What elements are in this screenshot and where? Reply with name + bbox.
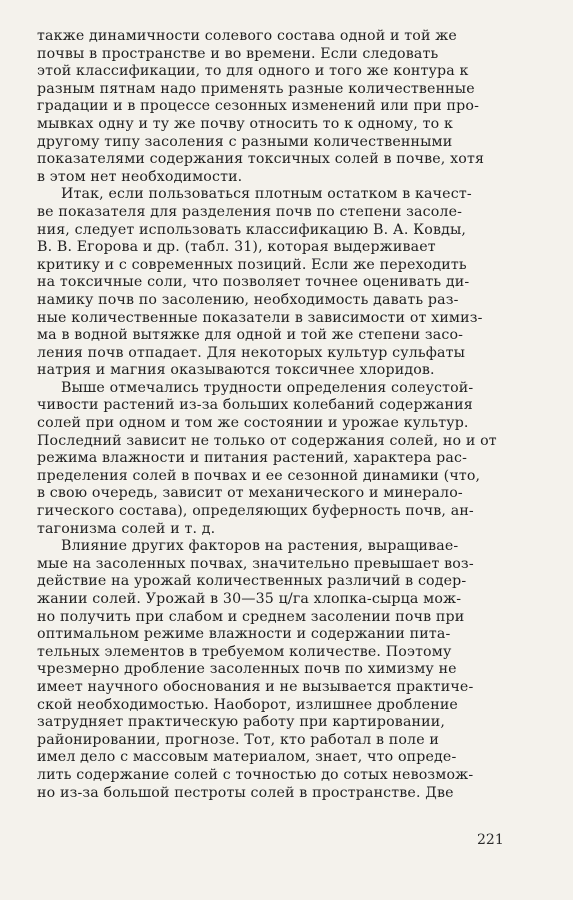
text-line: оптимальном режиме влажности и содержании пита- [37, 626, 451, 643]
text-line: в этом нет необходимости. [37, 168, 243, 185]
text-line: имел дело с массовым материалом, знает, что опреде- [37, 749, 457, 766]
text-line: другому типу засоления с разными количественными [37, 133, 453, 150]
text-line: ма в водной вытяжке для одной и той же степени засо- [37, 327, 464, 344]
text-line: лить содержание солей с точностью до сотых невозмож- [37, 766, 474, 783]
text-line: затрудняет практическую работу при картировании, [37, 714, 446, 731]
paragraph-1 [37, 28, 537, 186]
text-line: мывках одну и ту же почву относить то к одному, то к [37, 115, 453, 132]
text-line: разным пятнам надо применять разные количественные [37, 80, 475, 97]
text-line: режима влажности и питания растений, характера рас- [37, 450, 468, 467]
text-line: почвы в пространстве и во времени. Если следовать [37, 45, 439, 62]
text-line: ния, следует использовать классификацию В. А. Ковды, [37, 221, 467, 238]
text-line: критику и с современных позиций. Если же переходить [37, 256, 467, 273]
paragraph-4 [37, 538, 537, 802]
text-line: ской необходимостью. Наоборот, излишнее дробление [37, 696, 458, 713]
text-line: действие на урожай количественных различий в содер- [37, 573, 467, 590]
text-line: гического состава), определяющих буферность почв, ан- [37, 503, 474, 520]
text-line: имеет научного обоснования и не вызывается практиче- [37, 678, 474, 695]
text-line: Итак, если пользоваться плотным остатком в качест- [61, 186, 472, 203]
text-line: также динамичности солевого состава одной и той же [37, 28, 457, 44]
text-line: жании солей. Урожай в 30—35 ц/га хлопка-сырца мож- [37, 591, 462, 607]
text-line: Влияние других факторов на растения, выращивае- [61, 538, 459, 555]
text-line: В. В. Егорова и др. (табл. 31), которая выдерживает [37, 239, 436, 256]
text-line: показателями содержания токсичных солей в почве, хотя [37, 151, 485, 168]
text-line: районировании, прогнозе. Тот, кто работал в поле и [37, 731, 440, 748]
text-line: на токсичные соли, что позволяет точнее оценивать ди- [37, 274, 470, 291]
text-line: ве показателя для разделения почв по степени засоле- [37, 203, 463, 220]
text-line: мые на засоленных почвах, значительно превышает воз- [37, 555, 474, 572]
text-line: ные количественные показатели в зависимости от химиз- [37, 309, 483, 326]
page-number: 221 [477, 832, 504, 848]
text-line: намику почв по засолению, необходимость давать раз- [37, 291, 459, 308]
text-line: но из-за большой пестроты солей в пространстве. Две [37, 784, 454, 801]
paragraph-3 [37, 380, 537, 538]
text-line: пределения солей в почвах и ее сезонной динамики (что, [37, 467, 481, 484]
text-line: солей при одном и том же состоянии и урожае культур. [37, 415, 469, 432]
text-line: этой классификации, то для одного и того же контура к [37, 63, 469, 80]
text-line: но получить при слабом и среднем засолении почв при [37, 608, 465, 625]
text-line: градации и в процессе сезонных изменений или при про- [37, 98, 480, 115]
text-line: в свою очередь, зависит от механического и минерало- [37, 485, 463, 502]
text-line: натрия и магния оказываются токсичнее хлоридов. [37, 362, 435, 379]
text-line: чивости растений из-за больших колебаний содержания [37, 397, 473, 414]
text-line: тагонизма солей и т. д. [37, 520, 216, 537]
text-line: чрезмерно дробление засоленных почв по химизму не [37, 661, 457, 678]
text-line: ления почв отпадает. Для некоторых культур сульфаты [37, 344, 466, 361]
text-line: тельных элементов в требуемом количестве. Поэтому [37, 643, 452, 660]
text-line: Выше отмечались трудности определения солеустой- [61, 379, 474, 396]
text-line: Последний зависит не только от содержания солей, но и от [37, 432, 497, 449]
paragraph-2 [37, 186, 537, 380]
page-text-body [37, 28, 537, 802]
